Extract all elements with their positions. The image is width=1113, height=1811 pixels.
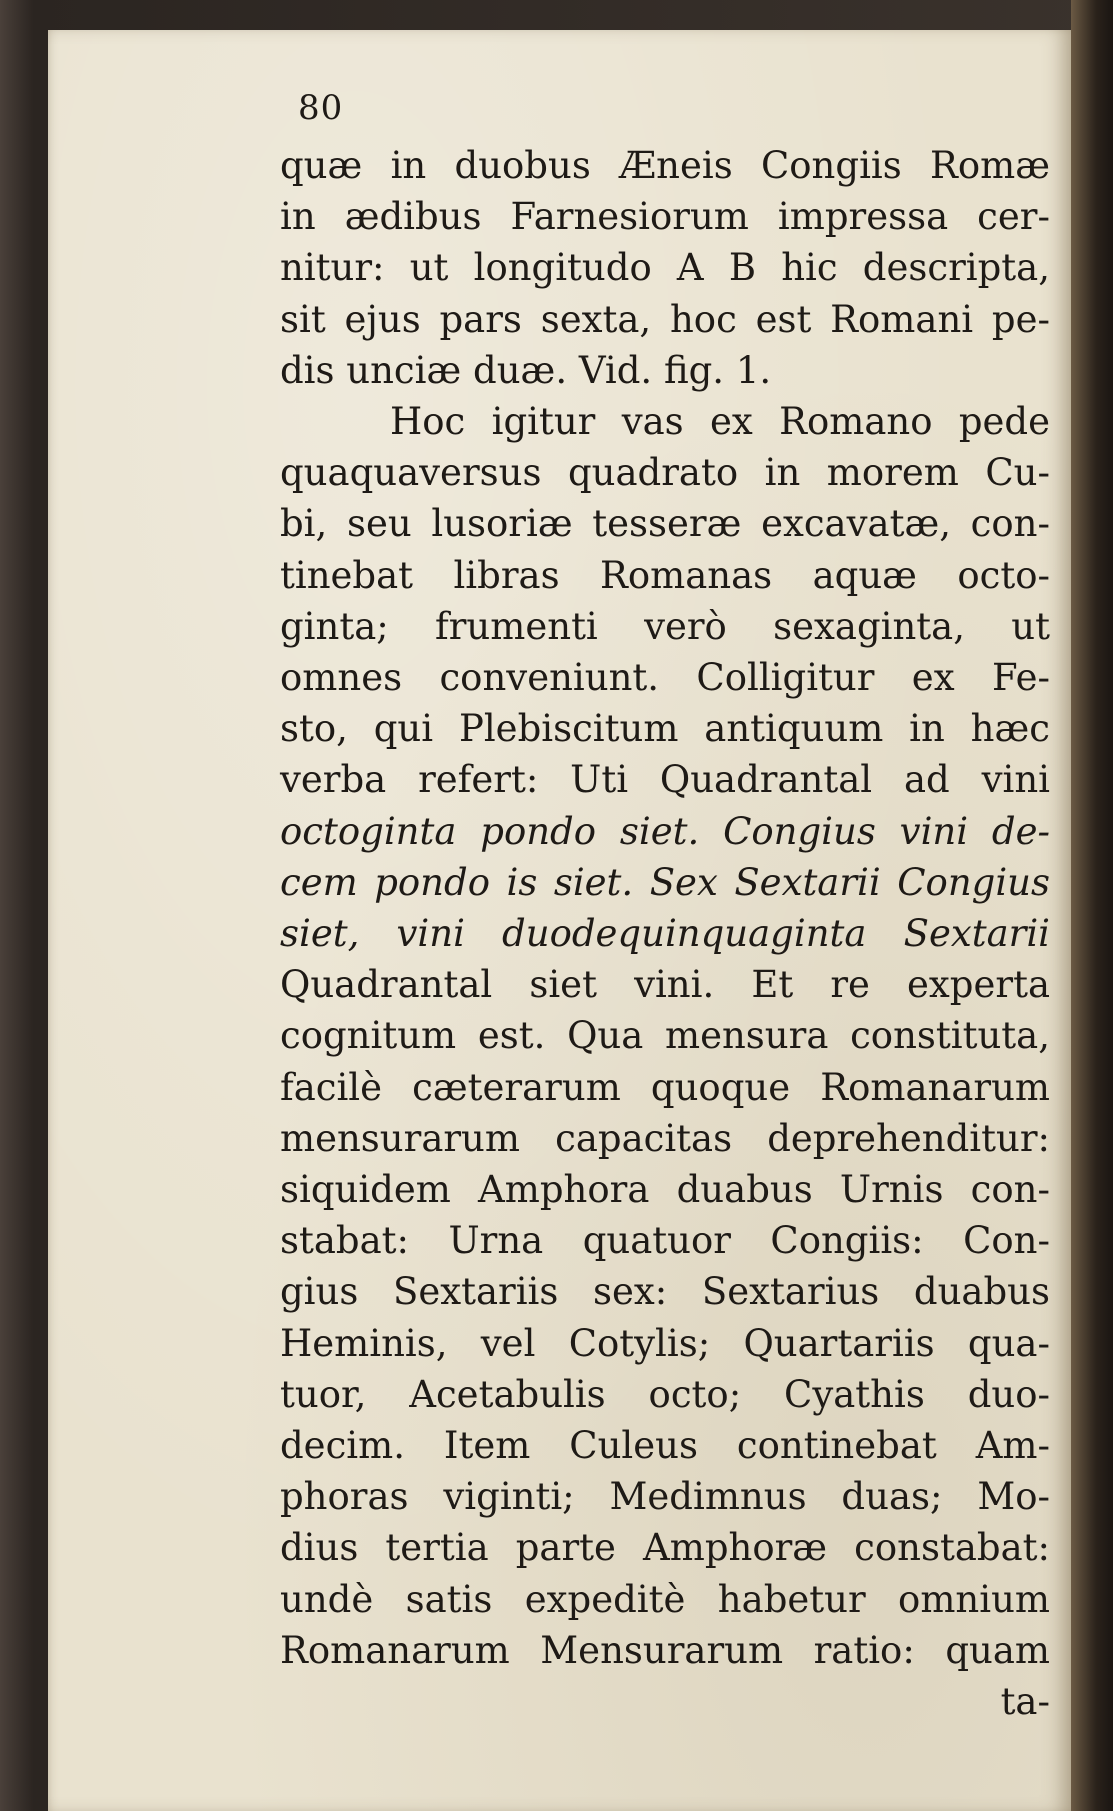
text-line: octoginta pondo siet. Congius vini de- [280, 809, 1050, 853]
text-line: undè satis expeditè habetur omnium [280, 1577, 1050, 1621]
text-line: nitur: ut longitudo A B hic descripta, [280, 246, 1050, 290]
text-line: dis unciæ duæ. Vid. fig. 1. [280, 348, 772, 392]
text-line: Romanarum Mensurarum ratio: quam [280, 1628, 1050, 1672]
text-line: quaquaversus quadrato in morem Cu- [280, 451, 1050, 495]
text-line: Quadrantal siet vini. Et re experta [280, 963, 1050, 1007]
text-line: verba refert: Uti Quadrantal ad vini [280, 758, 1050, 802]
text-line: mensurarum capacitas deprehenditur: [280, 1116, 1050, 1160]
text-line: phoras viginti; Medimnus duas; Mo- [280, 1475, 1050, 1519]
text-line: omnes conveniunt. Colligitur ex Fe- [280, 656, 1050, 700]
text-line: quæ in duobus Æneis Congiis Romæ [280, 144, 1050, 187]
page-edge [1071, 0, 1113, 1811]
text-line: dius tertia parte Amphoræ constabat: [280, 1526, 1050, 1570]
text-line: cognitum est. Qua mensura constituta, [280, 1014, 1050, 1058]
text-line: Hoc igitur vas ex Romano pede [390, 400, 1050, 444]
catchword: ta- [1000, 1680, 1050, 1724]
text-line: siquidem Amphora duabus Urnis con- [280, 1168, 1050, 1212]
text-line: stabat: Urna quatuor Congiis: Con- [280, 1219, 1050, 1263]
text-line: sit ejus pars sexta, hoc est Romani pe- [280, 297, 1050, 341]
text-line: tinebat libras Romanas aquæ octo- [280, 553, 1050, 597]
body-text [280, 140, 1070, 1727]
text-line: bi, seu lusoriæ tesseræ excavatæ, con- [280, 502, 1050, 546]
text-line: tuor, Acetabulis octo; Cyathis duo- [280, 1372, 1050, 1416]
page-number: 80 [298, 88, 344, 128]
text-line: Heminis, vel Cotylis; Quartariis qua- [280, 1321, 1050, 1365]
text-line: decim. Item Culeus continebat Am- [280, 1424, 1050, 1468]
text-line: ginta; frumenti verò sexaginta, ut [280, 604, 1050, 648]
text-line: siet, vini duodequinquaginta Sextarii [280, 912, 1050, 956]
text-line: in ædibus Farnesiorum impressa cer- [280, 195, 1050, 239]
text-line: gius Sextariis sex: Sextarius duabus [280, 1270, 1050, 1314]
text-line: sto, qui Plebiscitum antiquum in hæc [280, 707, 1050, 751]
text-line: cem pondo is siet. Sex Sextarii Congius [280, 860, 1050, 904]
text-line: facilè cæterarum quoque Romanarum [280, 1065, 1050, 1109]
